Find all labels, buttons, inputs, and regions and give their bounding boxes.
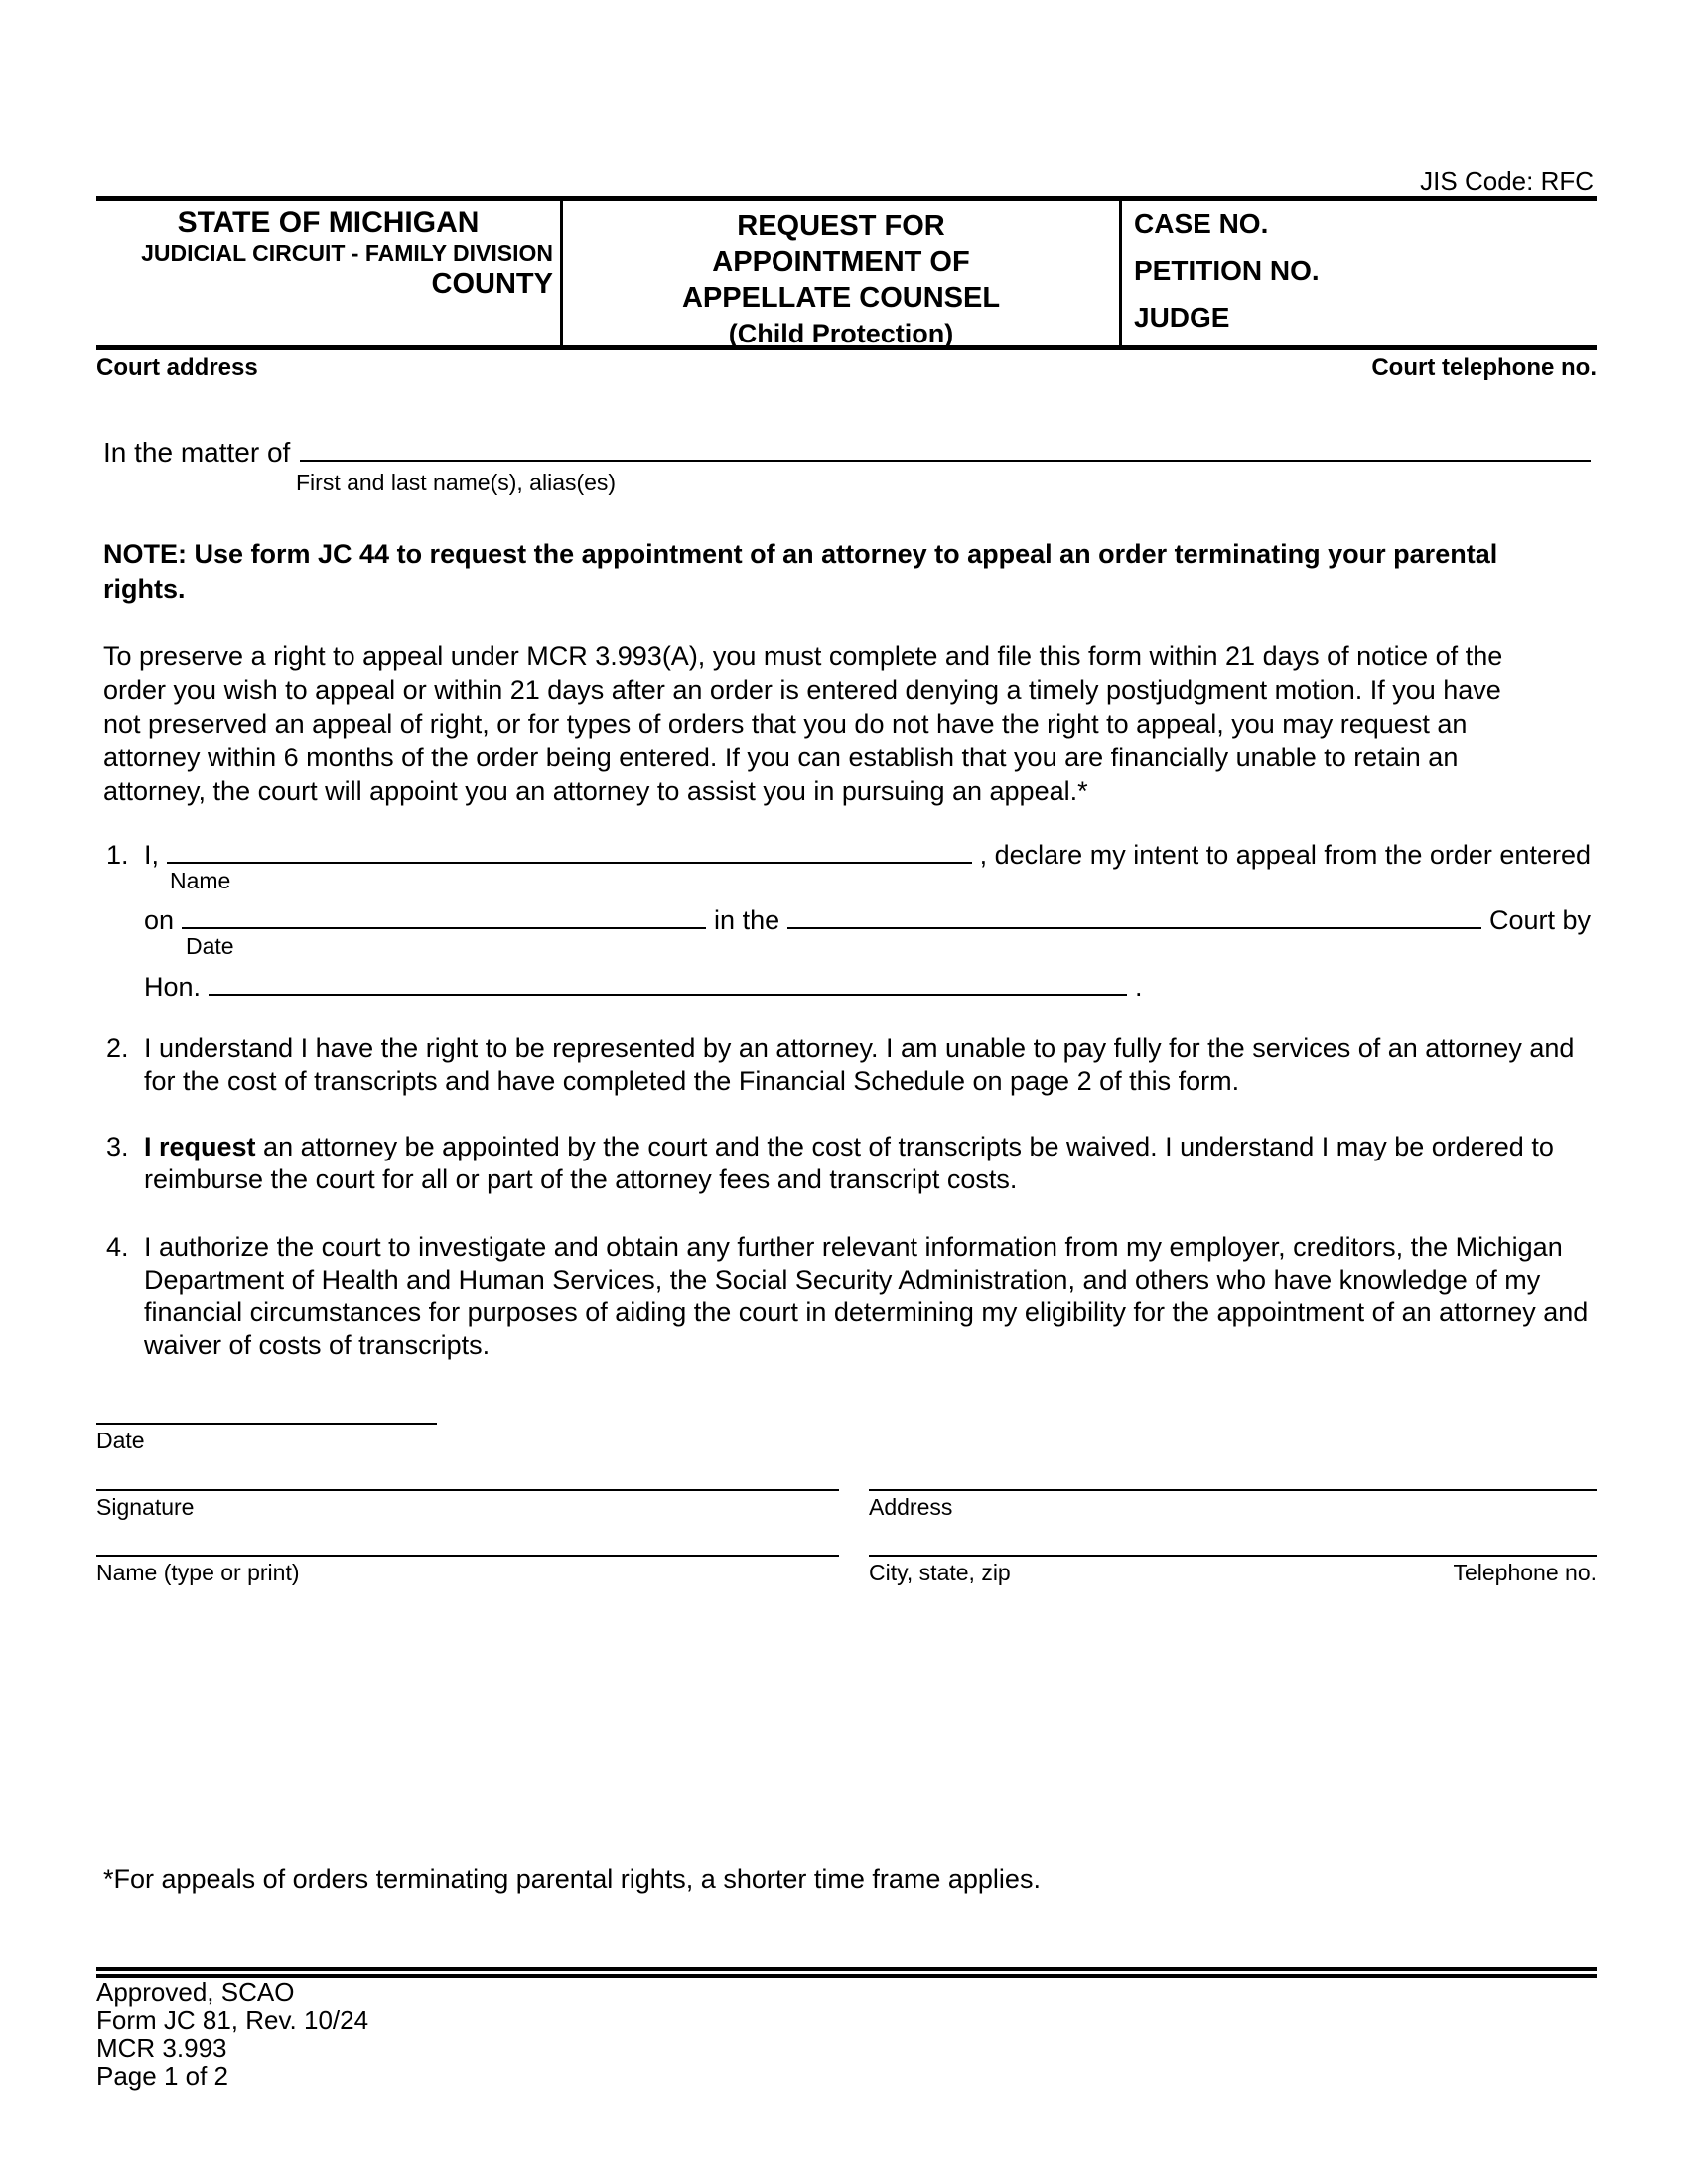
- item-2-text: I understand I have the right to be represented by an attorney. I am unable to pay fully for the services of an attorney and for the cost of transcripts and have completed the Financial Schedule on page 2 of this form.: [144, 1033, 1575, 1096]
- item-1-number: 1.: [106, 840, 129, 870]
- court-address-label: Court address: [96, 354, 258, 381]
- matter-name-hint: First and last name(s), alias(es): [296, 470, 617, 495]
- item-1-period: .: [1135, 972, 1143, 1002]
- intro-paragraph: To preserve a right to appeal under MCR 3.993(A), you must complete and file this form within 21 days of notice of the order you wish to appeal or within 21 days after an order is entered denying a timely postjudgment motion. If you have not preserved an appeal of right, or for types of orders that you do not have the right to appeal, you may request an attorney within 6 months of the order being entered. If you can establish that you are financially unable to retain an attorney, the court will appoint you an attorney to assist you in pursuing an appeal.*: [103, 641, 1503, 806]
- form-number: Form JC 81, Rev. 10/24: [96, 2005, 369, 2035]
- county-label: COUNTY: [431, 268, 553, 300]
- judge-label: JUDGE: [1134, 302, 1230, 333]
- page-number: Page 1 of 2: [96, 2061, 228, 2091]
- in-the-matter-row: [103, 437, 1591, 469]
- jis-code: JIS Code: RFC: [1420, 166, 1594, 196]
- judge-name-line[interactable]: [209, 994, 1127, 996]
- date-signed-group: [96, 1423, 437, 1454]
- in-the-matter-label: In the matter of: [103, 437, 291, 468]
- court-address-row: [96, 354, 1597, 382]
- case-no-label: CASE NO.: [1134, 208, 1269, 239]
- city-state-zip-label: City, state, zip: [869, 1560, 1011, 1585]
- note-text: NOTE: Use form JC 44 to request the appointment of an attorney to appeal an order terminating your parental rights.: [103, 539, 1498, 604]
- form-title: [563, 201, 1122, 348]
- telephone-label: Telephone no.: [1453, 1560, 1597, 1585]
- matter-name-line[interactable]: [300, 460, 1591, 462]
- item-1-post: , declare my intent to appeal from the order entered: [979, 840, 1591, 870]
- petition-no-label: PETITION NO.: [1134, 255, 1320, 286]
- signature-address-row: [96, 1489, 1597, 1521]
- item-4-number: 4.: [106, 1232, 129, 1262]
- item-2-number: 2.: [106, 1033, 129, 1063]
- state-of-michigan: STATE OF MICHIGAN: [177, 206, 480, 239]
- date-signed-label: Date: [96, 1428, 145, 1453]
- name-hint-label: Name: [170, 868, 231, 893]
- item-4: [106, 1231, 1591, 1362]
- item-3-number: 3.: [106, 1132, 129, 1161]
- title-line-4: (Child Protection): [728, 319, 954, 348]
- name-print-line[interactable]: [96, 1555, 839, 1557]
- item-3-rest: an attorney be appointed by the court and the cost of transcripts be waived. I understand I may be ordered to reimburse the court for all or part of the attorney fees and transcript costs.: [144, 1132, 1554, 1194]
- header-court-cell: [96, 201, 563, 345]
- signature-label: Signature: [96, 1494, 195, 1520]
- hon-label: Hon.: [144, 972, 202, 1002]
- footer: [96, 1979, 368, 2090]
- header-case-cell: [1122, 201, 1597, 345]
- address-label: Address: [869, 1494, 953, 1520]
- item-1-line-2: [106, 904, 1591, 959]
- title-line-1: REQUEST FOR: [737, 210, 945, 242]
- item-3-text: [144, 1131, 1591, 1196]
- item-1-line-3: [106, 971, 1591, 1004]
- header-table: [96, 196, 1597, 350]
- name-blank-line[interactable]: [167, 862, 972, 864]
- city-phone-group: [869, 1555, 1597, 1586]
- item-1-line-1: [106, 839, 1591, 893]
- title-line-2: APPOINTMENT OF: [712, 246, 970, 278]
- date-signed-line[interactable]: [96, 1423, 437, 1425]
- in-the-label: in the: [714, 905, 780, 935]
- footer-double-rule: [96, 1967, 1597, 1978]
- signature-line[interactable]: [96, 1489, 839, 1491]
- court-by-label: Court by: [1488, 905, 1591, 935]
- item-3: [106, 1131, 1591, 1196]
- on-label: on: [144, 905, 175, 935]
- footnote: *For appeals of orders terminating parental rights, a shorter time frame applies.: [103, 1864, 1041, 1894]
- item-2: [106, 1032, 1591, 1098]
- item-1-pre: I,: [144, 840, 160, 870]
- approved-scao: Approved, SCAO: [96, 1978, 295, 2007]
- item-4-text: I authorize the court to investigate and obtain any further relevant information from my employer, creditors, the Michigan Department of Health and Human Services, the Social Security Administration, and others who have knowledge of my financial circumstances for purposes of aiding the court in determining my eligibility for the appointment of an attorney and waiver of costs of transcripts.: [144, 1232, 1589, 1360]
- mcr-rule: MCR 3.993: [96, 2033, 227, 2063]
- item-3-bold: I request: [144, 1132, 256, 1161]
- name-city-row: [96, 1555, 1597, 1586]
- item-1: [106, 839, 1591, 1004]
- court-blank-line[interactable]: [787, 927, 1481, 929]
- address-group: [869, 1489, 1597, 1521]
- title-line-3: APPELLATE COUNSEL: [681, 282, 1001, 314]
- name-print-label: Name (type or print): [96, 1560, 300, 1585]
- name-print-group: [96, 1555, 839, 1586]
- address-line[interactable]: [869, 1489, 1597, 1491]
- signature-group: [96, 1489, 839, 1521]
- city-state-zip-line[interactable]: [869, 1555, 1597, 1557]
- judicial-circuit-label: JUDICIAL CIRCUIT - FAMILY DIVISION: [141, 240, 553, 266]
- court-telephone-label: Court telephone no.: [1371, 354, 1597, 381]
- date-blank-line[interactable]: [182, 927, 706, 929]
- date-hint-label: Date: [186, 933, 234, 959]
